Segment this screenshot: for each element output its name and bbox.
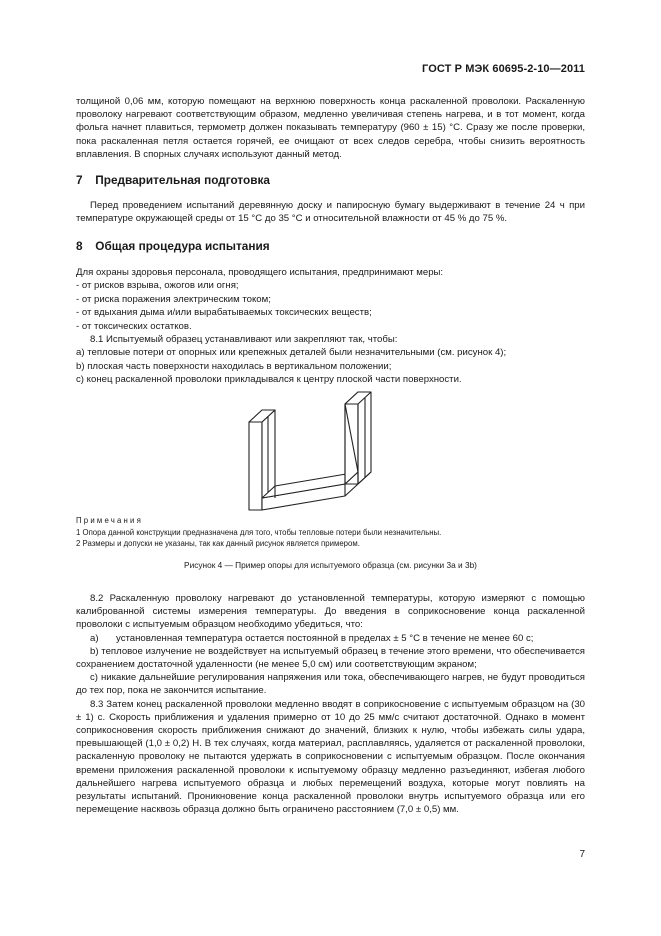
section-7-title: Предварительная подготовка [95,173,270,187]
notes-block [76,515,585,550]
clause-8-2 [76,592,585,816]
measure-item: - от вдыхания дыма и/или вырабатываемых токсических веществ; [76,307,372,319]
item-text: плоская часть поверхности находилась в вертикальном положении; [87,360,392,372]
item-text: никакие дальнейшие регулирования напряжения или тока, обеспечивающего нагрев, не будут проводиться до тех пор, пока не закончится испытание. [76,672,585,697]
clause-8-1-item-b [76,360,585,373]
item-text: тепловые потери от опорных или крепежных деталей были незначительными (см. рисунок 4); [87,347,507,359]
u-shaped-support-drawing [0,380,661,520]
section-8-heading [76,239,270,253]
note-item: 1 Опора данной конструкции предназначена для того, чтобы тепловые потери были незначительны. [76,527,442,537]
clause-8-2-item-c [76,671,585,697]
notes-title: Примечания [76,516,144,525]
measure-item: - от рисков взрыва, ожогов или огня; [76,280,239,292]
section-8-title: Общая процедура испытания [95,239,270,253]
document-code: ГОСТ Р МЭК 60695-2-10—2011 [422,63,585,75]
measure-item: - от риска поражения электрическим током; [76,293,271,305]
figure-4-support [0,380,661,520]
clause-8-2-item-b [76,645,585,671]
item-text: конец раскаленной проволоки прикладывался к центру плоской части поверхности. [86,374,462,386]
section-7-heading [76,173,270,187]
item-text: установленная температура остается постоянной в пределах ± 5 °С в течение не менее 60 с; [116,632,534,644]
clause-8-2-item-a [76,632,585,645]
section-8-number: 8 [76,239,83,253]
measures-intro: Для охраны здоровья персонала, проводящего испытания, предпринимают меры: [76,267,444,278]
section-7-number: 7 [76,173,83,187]
intro-paragraph [76,95,585,161]
clause-8-2-intro: 8.2 Раскаленную проволоку нагревают до установленной температуры, которую измеряют с помощью калиброванной системы измерения температуры. До введения в соприкосновение конца раскаленной проволоки с испытуемым образцом необходимо убедиться, что: [76,593,585,631]
section-7-text: Перед проведением испытаний деревянную доску и папиросную бумагу выдерживают в течение 24 ч при температуре окружающей среды от 15 °С до 35 °С и относительной влажности от 45 % до 75 %. [76,200,585,225]
intro-text: толщиной 0,06 мм, которую помещают на верхнюю поверхность конца раскаленной проволоки. Раскаленную проволоку нагревают соответствующим образом, медленно увеличивая степень нагрева, и в тот момент, когда фольга начнет плавиться, термометр должен показывать температуру (960 ± 15) °С. Сразу же после проверки, пока раскаленная петля остается горячей, ее очищают от всех следов серебра, чтобы снизить вероятность вплавления. В спорных случаях используют данный метод. [76,96,585,160]
item-label: c) [76,374,84,386]
note-item: 2 Размеры и допуски не указаны, так как данный рисунок является примером. [76,539,360,548]
clause-8-1: 8.1 Испытуемый образец устанавливают или закрепляют так, чтобы: [90,334,398,346]
item-label: b) [76,360,85,372]
item-label: c) [90,672,98,684]
section-8-measures [76,266,585,387]
item-text: тепловое излучение не воздействует на испытуемый образец в течение этого времени, что обеспечивается сохранением достаточной удаленности (не менее 5,0 см) или соответствующим экраном; [76,645,585,671]
item-label: b) [90,645,99,657]
page-number: 7 [579,849,585,860]
measure-item: - от токсических остатков. [76,320,192,332]
clause-8-1-item-a [76,346,585,359]
item-label: a) [76,347,85,359]
figure-caption: Рисунок 4 — Пример опоры для испытуемого образца (см. рисунки 3а и 3b) [184,560,477,570]
item-label: a) [90,632,99,644]
clause-8-3: 8.3 Затем конец раскаленной проволоки медленно вводят в соприкосновение с испытуемым образцом на (30 ± 1) с. Скорость приближения и удаления примерно от 10 до 25 мм/с считают достаточной. Однако в момент соприкосновения скорость приближения снижают до значений, близких к нулю, чтобы избежать силы удара, превышающей (1,0 ± 0,2) Н. В тех случаях, когда материал, расплавляясь, удаляется от раскаленной проволоки, раскаленную проволоку не пытаются удержать в соприкосновении с испытуемым образцом. После окончания времени приложения раскаленной проволоки к испытуемому образцу медленно разъединяют, избегая любого дальнейшего нагрева испытуемого образца и любых перемещений воздуха, которые могут повлиять на результаты испытаний. Проникновение конца раскаленной проволоки внутрь испытуемого образца или его перемещение насквозь образца должно быть ограничено расстоянием (7,0 ± 0,5) мм. [76,698,585,816]
